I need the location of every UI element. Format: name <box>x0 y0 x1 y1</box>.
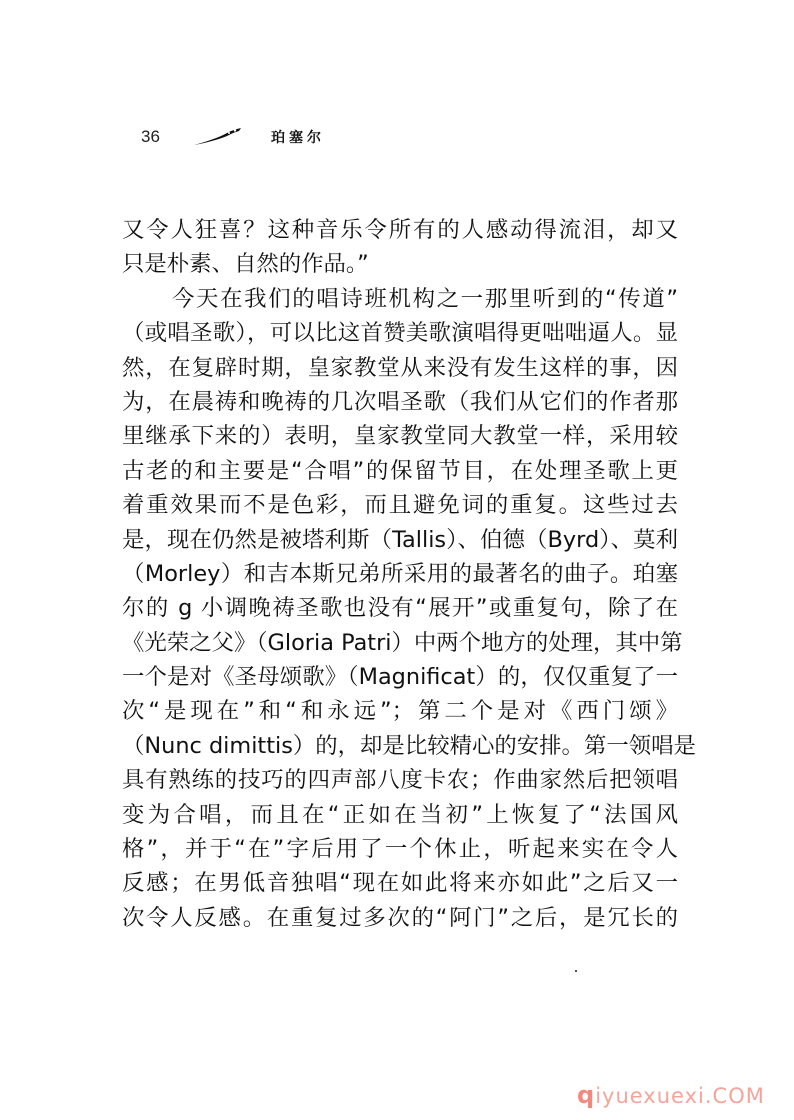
text-line: （Morley）和吉本斯兄弟所采用的最著名的曲子。珀塞 <box>122 560 678 587</box>
watermark-logo-glyph: q <box>577 1081 596 1109</box>
quill-pen-icon <box>193 127 243 147</box>
text-line: （Nunc dimittis）的，却是比较精心的安排。第一领唱是 <box>122 732 696 759</box>
text-line: 具有熟练的技巧的四声部八度卡农；作曲家然后把领唱 <box>122 767 678 794</box>
body-text <box>122 213 696 935</box>
text-line: （或唱圣歌），可以比这首赞美歌演唱得更咄咄逼人。显 <box>122 320 678 347</box>
text-line: 是，现在仍然是被塔利斯（Tallis）、伯德（Byrd）、莫利 <box>122 526 678 553</box>
text-line: 次令人反感。在重复过多次的“阿门”之后，是冗长的 <box>122 904 678 931</box>
watermark <box>577 1081 765 1109</box>
watermark-text: iyuexuexi.COM <box>595 1084 765 1108</box>
text-line: 格”，并于“在”字后用了一个休止，听起来实在令人 <box>122 836 678 863</box>
text-line: 然，在复辟时期，皇家教堂从来没有发生这样的事，因 <box>122 354 678 381</box>
text-line: 《光荣之父》（Gloria Patri）中两个地方的处理，其中第 <box>122 629 683 656</box>
running-title: 珀塞尔 <box>271 130 325 146</box>
text-line: 变为合唱，而且在“正如在当初”上恢复了“法国风 <box>122 801 678 828</box>
text-line: 又令人狂喜？这种音乐令所有的人感动得流泪，却又 <box>122 217 678 243</box>
text-line: 里继承下来的）表明，皇家教堂同大教堂一样，采用较 <box>122 423 678 450</box>
text-line: 尔的 g 小调晚祷圣歌也没有“展开”或重复句，除了在 <box>122 595 678 622</box>
text-line: 只是朴素、自然的作品。” <box>122 251 369 278</box>
scan-speck <box>575 970 577 972</box>
paragraph-start-line: 今天在我们的唱诗班机构之一那里听到的“传道” <box>172 285 678 312</box>
text-line: 反感；在男低音独唱“现在如此将来亦如此”之后又一 <box>122 870 678 897</box>
text-line: 古老的和主要是“合唱”的保留节目，在处理圣歌上更 <box>122 457 678 484</box>
page-number: 36 <box>141 127 160 146</box>
text-line: 为，在晨祷和晚祷的几次唱圣歌（我们从它们的作者那 <box>122 388 678 415</box>
text-line: 一个是对《圣母颂歌》（Magnificat）的，仅仅重复了一 <box>122 664 678 691</box>
text-line: 着重效果而不是色彩，而且避免词的重复。这些过去 <box>122 492 678 519</box>
page-header <box>141 122 325 152</box>
text-line: 次“是现在”和“和永远”；第二个是对《西门颂》 <box>122 698 678 725</box>
